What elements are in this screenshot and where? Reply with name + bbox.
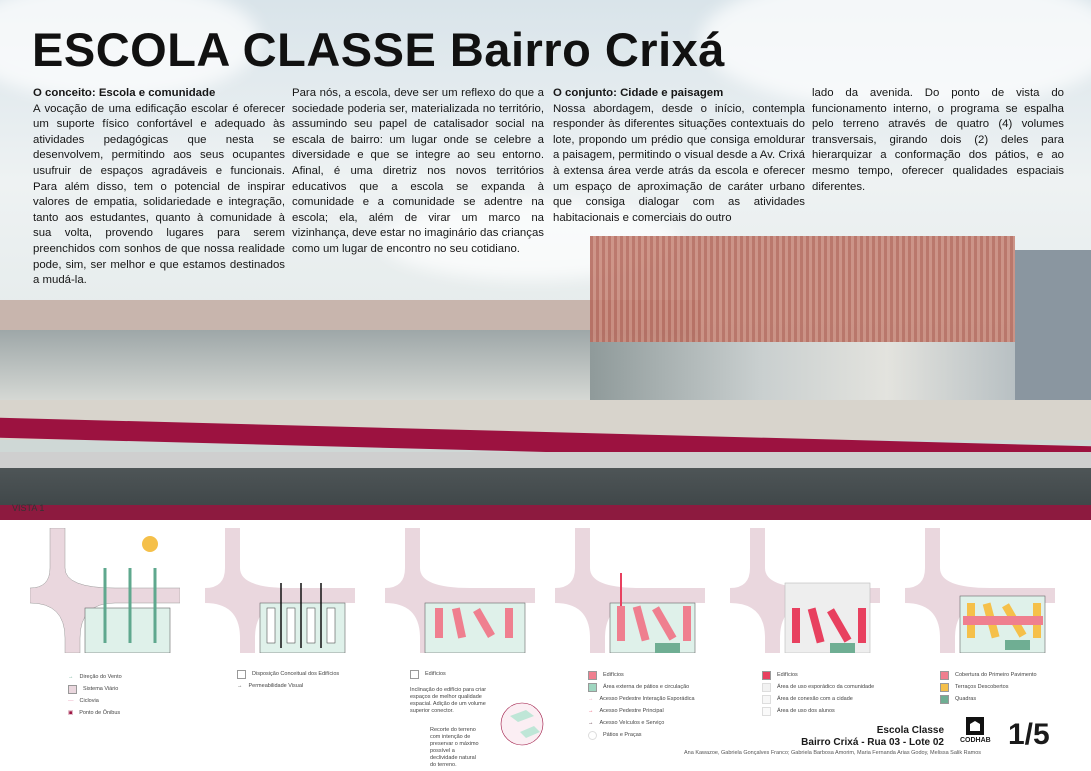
column-text: lado da avenida. Do ponto de vista do funcionamento interno, o programa se espalha pelo terreno através de quatro (4) volumes transversais, girando dois (2) deles para hierarquizar a conformação dos pátios, e ao mesmo tempo, oferecer qualidades espaciais diferentes. xyxy=(812,87,1064,193)
diagram-buildings xyxy=(385,528,535,653)
legend-site xyxy=(68,673,122,721)
legend-access xyxy=(588,671,695,743)
project-address: Bairro Crixá - Rua 03 - Lote 02 xyxy=(801,737,944,748)
legend-roofs xyxy=(940,671,1037,707)
legend-conceptual xyxy=(237,670,339,694)
text-column-3 xyxy=(553,86,805,226)
legend-note: Recorte do terreno com intenção de preservar o máximo possível a declividade natural do terreno. xyxy=(430,727,479,768)
legend-item xyxy=(237,670,339,679)
circle-icon xyxy=(588,731,597,740)
legend-item xyxy=(68,697,122,706)
swatch-icon xyxy=(762,671,771,680)
legend-item xyxy=(940,671,1037,680)
legend-buildings xyxy=(410,670,500,769)
legend-label: Disposição Conceitual dos Edifícios xyxy=(252,671,340,677)
legend-label: Acesso Veículos e Serviço xyxy=(599,720,665,726)
legend-label: Ponto de Ônibus xyxy=(79,710,121,716)
column-text: A vocação de uma edificação escolar é oferecer um suporte físico confortável e adequado às atividades pedagógicas que nesta se desenvolvem, permitindo aos seus ocupantes usufruir de espaços agradáveis e funcionais. Para além disso, tem o potencial de inspirar valores de empatia, solidariedade e integração, tanto aos estudantes, quanto à comunidade à sua volta, provendo lugares para serem preenchidos com sonhos de que nossa realidade pode, sim, ser melhor e que estamos destinados a mudá-la. xyxy=(33,102,285,287)
diagram-conceptual xyxy=(205,528,355,653)
legend-label: Acesso Pedestre Interação Esporádica xyxy=(599,696,695,702)
building-brick-volume xyxy=(590,236,1015,342)
swatch-icon xyxy=(588,683,597,692)
legend-item xyxy=(68,709,122,718)
line-icon: — xyxy=(68,698,74,704)
swatch-icon xyxy=(762,695,771,704)
legend-item xyxy=(588,695,695,704)
text-column-2 xyxy=(292,86,544,258)
swatch-icon xyxy=(410,670,419,679)
diagram-roofs xyxy=(905,528,1055,653)
column-heading: O conjunto: Cidade e paisagem xyxy=(553,87,724,99)
column-heading: O conceito: Escola e comunidade xyxy=(33,87,216,99)
legend-label: Ciclovia xyxy=(79,698,99,704)
legend-item xyxy=(940,683,1037,692)
legend-label: Acesso Pedestre Principal xyxy=(599,708,664,714)
legend-label: Área de uso esporádico da comunidade xyxy=(777,684,875,690)
title-block xyxy=(801,725,944,749)
legend-label: Cobertura do Primeiro Pavimento xyxy=(955,672,1037,678)
swatch-icon xyxy=(68,685,77,694)
legend-item xyxy=(940,695,1037,704)
swatch-icon xyxy=(762,707,771,716)
codhab-logo-icon xyxy=(966,717,984,735)
legend-label: Área de conexão com a cidade xyxy=(777,696,853,702)
page-title: ESCOLA CLASSE Bairro Crixá xyxy=(32,23,725,76)
legend-label: Edifícios xyxy=(777,672,798,678)
diagram-access xyxy=(555,528,705,653)
legend-label: Direção do Vento xyxy=(79,674,122,680)
text-column-4 xyxy=(812,86,1064,195)
arrow-icon: → xyxy=(588,708,594,714)
legend-label: Permeabilidade Visual xyxy=(248,683,304,689)
legend-item xyxy=(588,731,695,740)
legend-item xyxy=(762,695,874,704)
legend-label: Edifícios xyxy=(425,671,446,677)
legend-item xyxy=(68,673,122,682)
legend-item xyxy=(762,683,874,692)
swatch-icon xyxy=(940,671,949,680)
page-number: 1/5 xyxy=(1008,718,1050,751)
arrow-icon: → xyxy=(588,696,594,702)
swatch-icon xyxy=(588,671,597,680)
legend-label: Edifícios xyxy=(603,672,624,678)
arrow-icon: → xyxy=(68,674,74,680)
legend-item xyxy=(410,670,500,679)
legend-label: Área externa de pátios e circulação xyxy=(603,684,690,690)
arrow-icon: → xyxy=(237,683,243,689)
swatch-icon xyxy=(762,683,771,692)
view-label: VISTA 1 xyxy=(12,503,45,513)
text-column-1 xyxy=(33,86,285,289)
arrow-icon: → xyxy=(588,720,594,726)
legend-item xyxy=(237,682,339,691)
legend-item xyxy=(588,671,695,680)
swatch-icon xyxy=(940,683,949,692)
logo-text: CODHAB xyxy=(960,737,991,744)
swatch-icon xyxy=(940,695,949,704)
legend-label: Área de uso dos alunos xyxy=(777,708,835,714)
legend-item xyxy=(762,671,874,680)
legend-zones xyxy=(762,671,874,719)
legend-item xyxy=(762,707,874,716)
legend-item xyxy=(68,685,122,694)
swatch-icon xyxy=(237,670,246,679)
column-text: Para nós, a escola, deve ser um reflexo do que a sociedade poderia ser, materializada no território, assumindo seu papel de catalisador social na escala de bairro: um lugar onde se celebre a diversidade e que se integre ao seu entorno. Afinal, é uma diretriz nos novos territórios educativos que a escola se expanda à comunidade e a comunidade se adentre na escola; ela, além de virar um marco na vizinhança, deve estar no imaginário das crianças como um lugar de encontro no seu cotidiano. xyxy=(292,87,544,255)
road-curb xyxy=(0,505,1091,520)
legend-note: Inclinação do edifício para criar espaços de melhor qualidade espacial. Adição de um volume superior conector. xyxy=(410,687,487,714)
diagram-site xyxy=(30,528,180,653)
legend-label: Sistema Viário xyxy=(83,686,119,692)
legend-item xyxy=(588,719,695,728)
legend-label: Terraços Descobertos xyxy=(955,684,1009,690)
diagram-zones xyxy=(730,528,880,653)
bus-icon: ▣ xyxy=(68,710,74,716)
legend-item xyxy=(588,707,695,716)
codhab-logo xyxy=(960,717,991,744)
terrain-cut-icon xyxy=(500,702,544,746)
legend-label: Pátios e Praças xyxy=(603,732,642,738)
legend-item xyxy=(588,683,695,692)
column-text: Nossa abordagem, desde o início, contempla responder às diferentes situações contextuais do lote, propondo um prédio que consiga emoldurar a paisagem, permitindo o visual desde a Av. Crixá à extensa área verde atrás da escola e oferecer um espaço de aproximação de caráter urbano que consiga dialogar com as atividades habitacionais e comerciais do outro xyxy=(553,102,805,224)
legend-label: Quadras xyxy=(955,696,977,702)
authors: Ana Kawazoe, Gabriela Gonçalves Franco; Gabriela Barbosa Amorim, Maria Fernanda Arias Godoy, Melissa Salik Ramos xyxy=(684,750,982,756)
project-name: Escola Classe xyxy=(876,725,944,736)
